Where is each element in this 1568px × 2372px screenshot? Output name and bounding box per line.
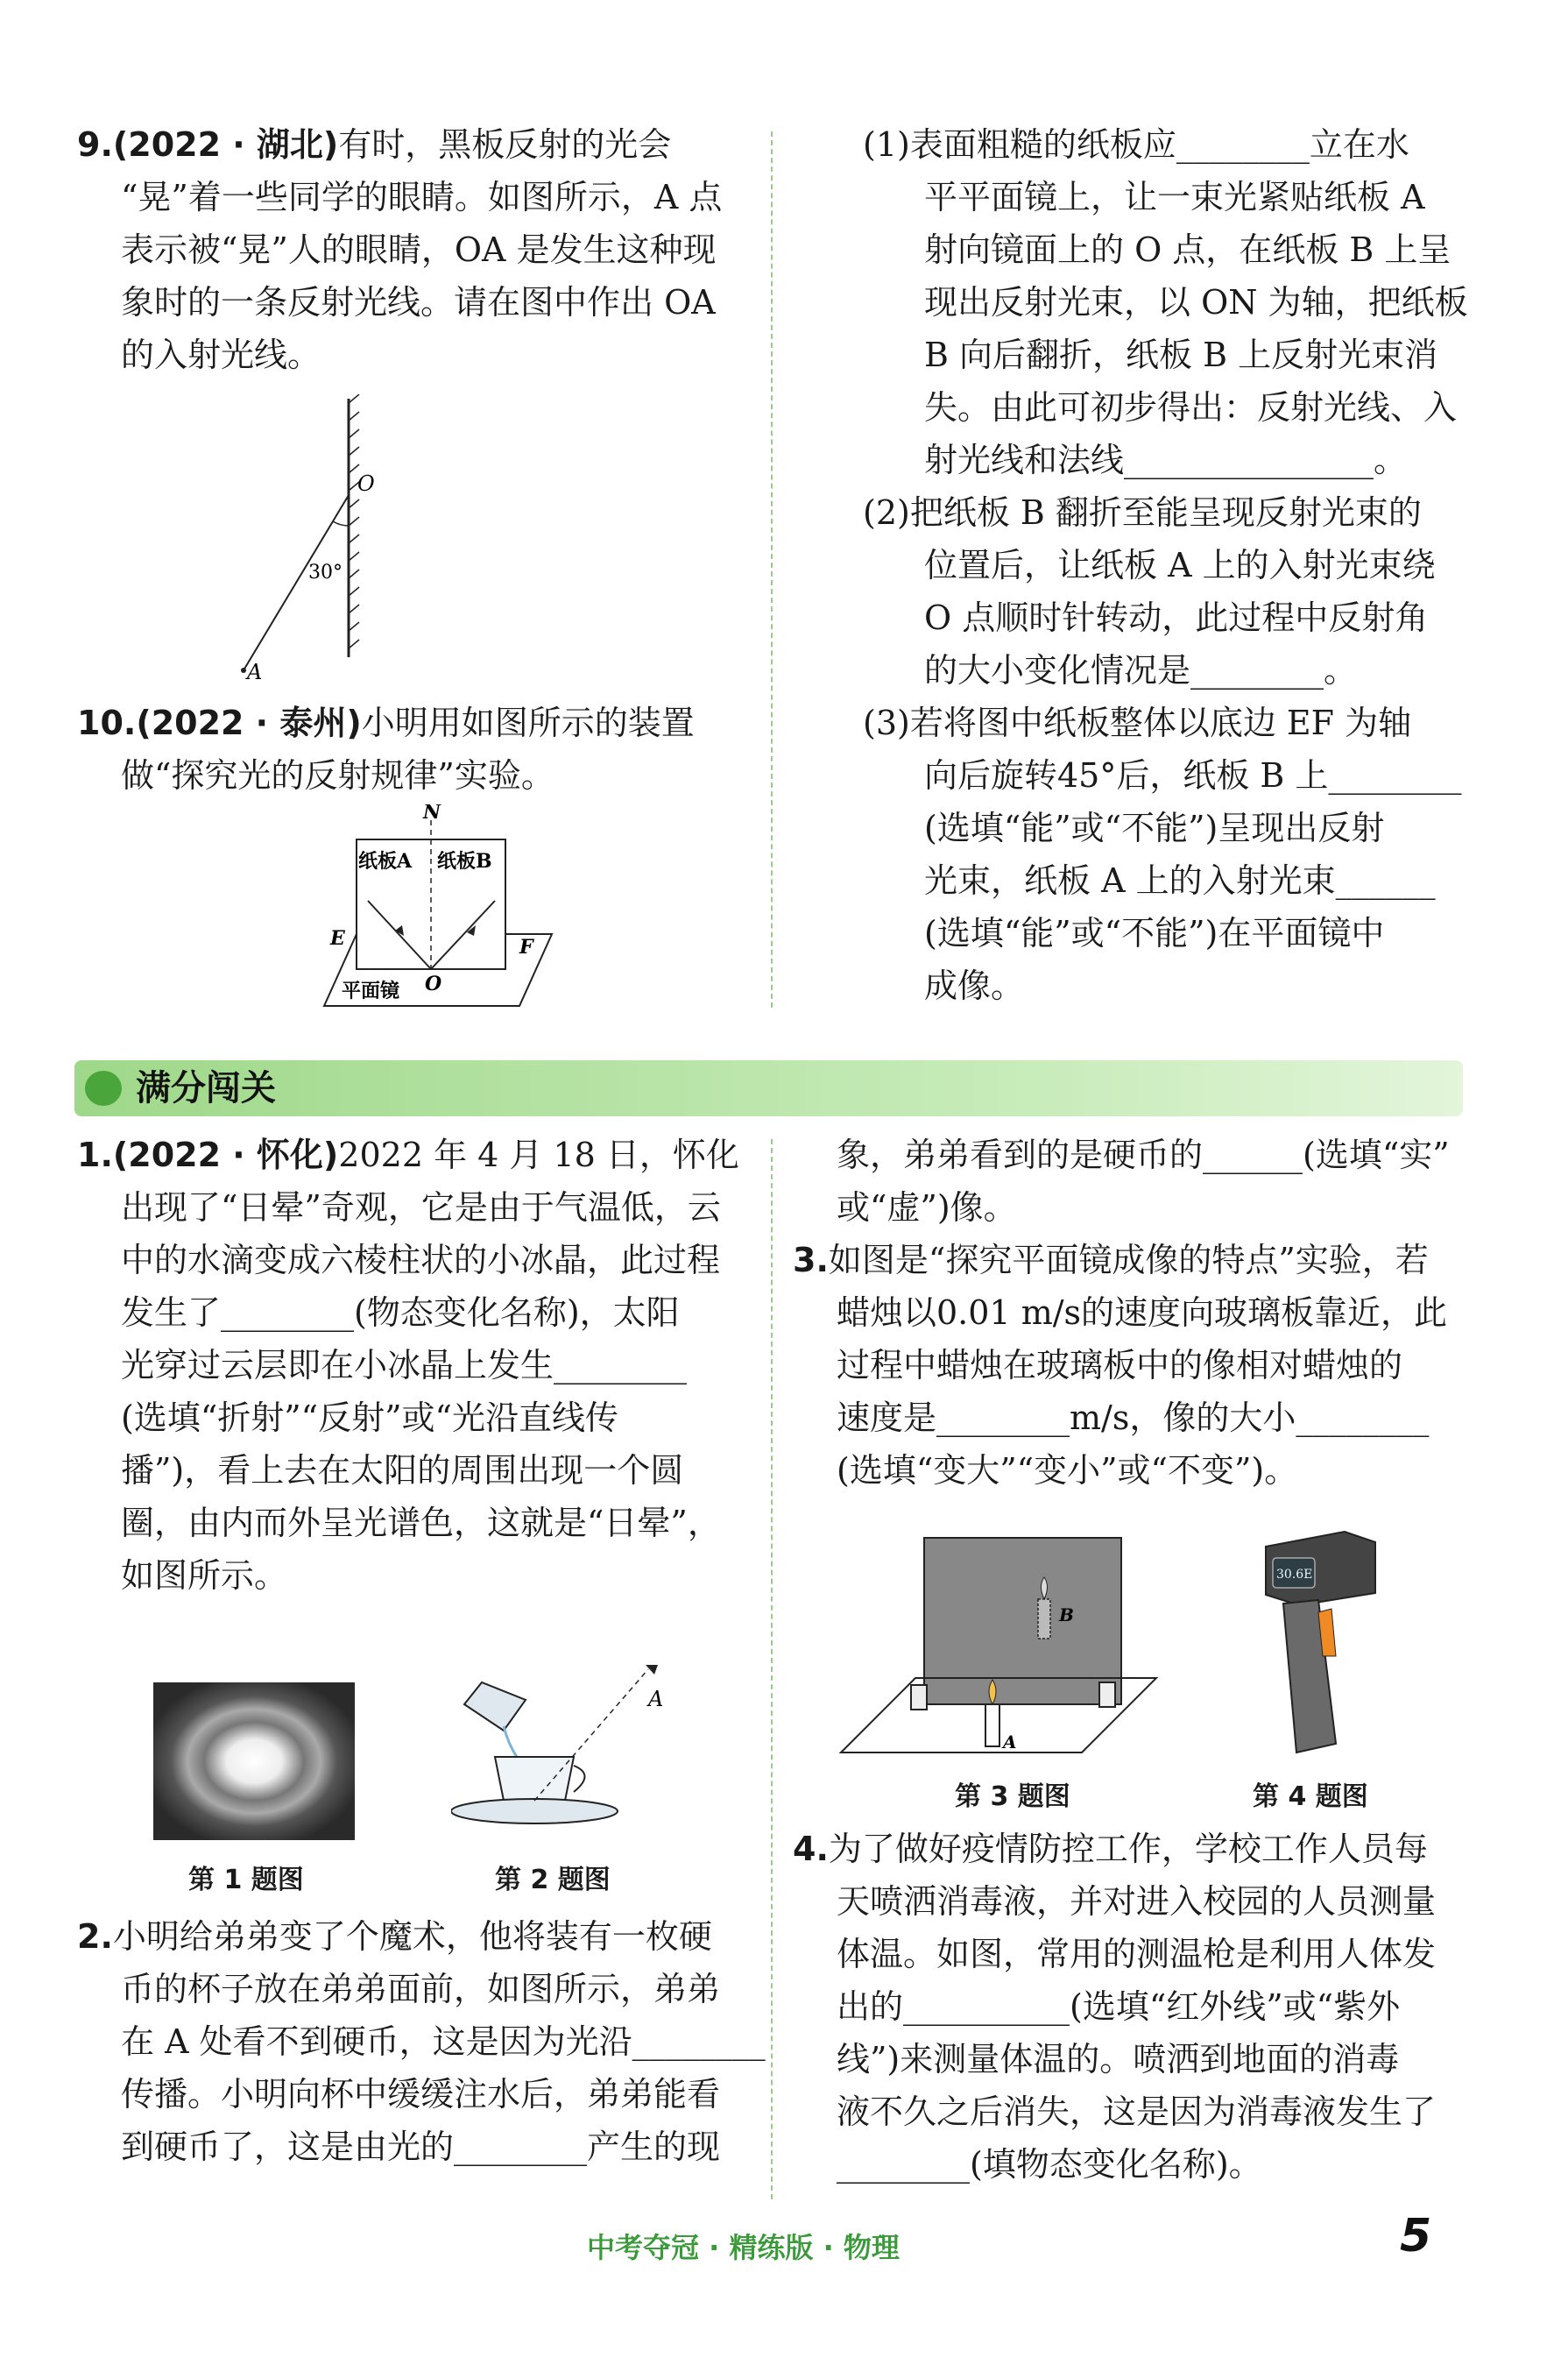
q10-sub-line: 现出反射光束，以 ON 为轴，把纸板 [924, 283, 1468, 322]
s1-line: 发生了________(物态变化名称)，太阳 [121, 1293, 680, 1332]
halo-photo [153, 1682, 355, 1840]
s3-line: 过程中蜡烛在玻璃板中的像相对蜡烛的 [837, 1346, 1403, 1384]
s3-line: 3.如图是“探究平面镜成像的特点”实验，若 [793, 1241, 1429, 1279]
label-n: N [423, 804, 441, 824]
q10-sub-line: 的大小变化情况是________。 [924, 651, 1358, 690]
caption-fig4: 第 4 题图 [1253, 1781, 1368, 1812]
s1-line: 中的水滴变成六棱柱状的小冰晶，此过程 [121, 1241, 721, 1279]
s2-line: 在 A 处看不到硬币，这是因为光沿________ [121, 2022, 766, 2061]
s3-line: 速度是________m/s，像的大小________ [837, 1398, 1430, 1437]
s2-line: 2.小明给弟弟变了个魔术，他将装有一枚硬 [77, 1917, 712, 1956]
column-divider-bottom [771, 1139, 773, 2199]
q10-sub-line: 向后旋转45°后，纸板 B 上________ [924, 756, 1462, 795]
s2-block [77, 1910, 766, 2173]
s4-block [793, 1823, 1476, 2191]
s2-number: 2. [77, 1917, 113, 1956]
s4-line: 出的__________(选填“红外线”或“紫外 [837, 1987, 1401, 2026]
section-title: 满分闯关 [136, 1068, 276, 1108]
q10-sub-line: (1)表面粗糙的纸板应________立在水 [863, 125, 1409, 164]
q10-sub-line: O 点顺时针转动，此过程中反射角 [924, 598, 1429, 637]
q10-block [77, 697, 743, 802]
s4-number: 4. [793, 1830, 829, 1868]
q9-line-0: 9.(2022 · 湖北)有时，黑板反射的光会 [77, 125, 672, 164]
footer-title: 中考夺冠 · 精练版 · 物理 [587, 2231, 900, 2264]
q10-line-0: 10.(2022 · 泰州)小明用如图所示的装置 [77, 704, 695, 742]
q10-figure [320, 804, 583, 1015]
label-o10: O [425, 973, 442, 995]
s4-line: 4.为了做好疫情防控工作，学校工作人员每 [793, 1830, 1428, 1868]
q10-sub-line: 射向镜面上的 O 点，在纸板 B 上呈 [924, 230, 1451, 269]
label-o: O [357, 471, 375, 496]
s3-number: 3. [793, 1241, 829, 1279]
q10-sub-line: (2)把纸板 B 翻折至能呈现反射光束的 [863, 493, 1422, 532]
cup-figure [451, 1660, 670, 1840]
q10-sub-line: (选填“能”或“不能”)呈现出反射 [924, 809, 1385, 847]
gun-display: 30.6E [1276, 1568, 1313, 1582]
s4-line: 天喷洒消毒液，并对进入校园的人员测量 [837, 1882, 1437, 1921]
q9-line-1: “晃”着一些同学的眼睛。如图所示，A 点 [121, 178, 723, 216]
s3-line: (选填“变大”“变小”或“不变”)。 [837, 1451, 1298, 1490]
s1-number: 1. [77, 1136, 113, 1174]
s1-source: (2022 · 怀化) [112, 1136, 339, 1174]
s2-continued [837, 1129, 1476, 1234]
section-banner [74, 1060, 1463, 1116]
s4-line: 线”)来测量体温的。喷洒到地面的消毒 [837, 2040, 1400, 2078]
s4-line: 体温。如图，常用的测温枪是利用人体发 [837, 1935, 1437, 1973]
caption-fig3: 第 3 题图 [955, 1781, 1070, 1812]
s4-line: ________(填物态变化名称)。 [837, 2145, 1262, 2184]
q9-number: 9. [77, 125, 113, 164]
label-e: E [330, 927, 345, 950]
q9-source: (2022 · 湖北) [112, 125, 339, 164]
s1-line: 如图所示。 [121, 1556, 288, 1595]
q9-line-4: 的入射光线。 [121, 336, 321, 374]
book-icon [85, 1071, 122, 1106]
q10-source: (2022 · 泰州) [136, 704, 362, 742]
q9-block [77, 118, 743, 381]
s1-line: 光穿过云层即在小冰晶上发生________ [121, 1346, 688, 1384]
s2-line: 传播。小明向杯中缓缓注水后，弟弟能看 [121, 2075, 721, 2114]
s4-line: 液不久之后消失，这是因为消毒液发生了 [837, 2092, 1437, 2131]
q10-sub-line: B 向后翻折，纸板 B 上反射光束消 [924, 336, 1438, 374]
label-f: F [519, 936, 533, 959]
s2-cont-line: 象，弟弟看到的是硬币的______(选填“实” [837, 1136, 1450, 1174]
label-a: A [247, 660, 263, 683]
q10-line-1: 做“探究光的反射规律”实验。 [121, 756, 554, 795]
mirror-label: 平面镜 [342, 980, 400, 1002]
q10-sub-line: 位置后，让纸板 A 上的入射光束绕 [924, 546, 1436, 584]
q10-subquestions [863, 118, 1476, 1012]
mirror-experiment-figure [837, 1529, 1169, 1766]
s1-line: 1.(2022 · 怀化)2022 年 4 月 18 日，怀化 [77, 1136, 739, 1174]
s1-line: 播”)，看上去在太阳的周围出现一个圆 [121, 1451, 684, 1490]
q9-line-3: 象时的一条反射光线。请在图中作出 OA [121, 283, 716, 322]
fig3-label-b: B [1059, 1604, 1074, 1625]
s2-cont-line: 或“虚”)像。 [837, 1188, 1017, 1227]
q10-sub-line: 光束，纸板 A 上的入射光束______ [924, 861, 1436, 900]
page-number: 5 [1400, 2210, 1432, 2262]
s1-line: 圈，由内而外呈光谱色，这就是“日晕”， [121, 1504, 721, 1542]
q10-sub-line: 失。由此可初步得出：反射光线、入 [924, 388, 1458, 427]
s1-block [77, 1129, 752, 1602]
s2-line: 到硬币了，这是由光的________产生的现 [121, 2128, 721, 2166]
q10-sub-line: (3)若将图中纸板整体以底边 EF 为轴 [863, 704, 1412, 742]
s1-line: (选填“折射”“反射”或“光沿直线传 [121, 1398, 618, 1437]
q9-line-2: 表示被“晃”人的眼睛，OA 是发生这种现 [121, 230, 717, 269]
fig2-label-a: A [648, 1687, 664, 1711]
s3-line: 蜡烛以0.01 m/s的速度向玻璃板靠近，此 [837, 1293, 1448, 1332]
q9-figure [219, 394, 412, 683]
angle-label: 30° [308, 562, 343, 584]
caption-fig2: 第 2 题图 [495, 1865, 611, 1895]
q10-sub-line: 平平面镜上，让一束光紧贴纸板 A [924, 178, 1425, 216]
q10-sub-line: (选填“能”或“不能”)在平面镜中 [924, 914, 1385, 952]
board-a-label: 纸板A [358, 850, 413, 873]
fig3-label-a: A [1003, 1731, 1017, 1752]
q10-sub-line: 成像。 [924, 967, 1025, 1005]
thermometer-gun-figure [1248, 1525, 1388, 1761]
caption-fig1: 第 1 题图 [188, 1865, 304, 1895]
q10-sub-line: 射光线和法线_______________。 [924, 441, 1408, 479]
s3-block [793, 1234, 1476, 1497]
q10-number: 10. [77, 704, 137, 742]
board-b-label: 纸板B [437, 850, 492, 873]
s2-line: 币的杯子放在弟弟面前，如图所示，弟弟 [121, 1970, 721, 2008]
column-divider-top [771, 131, 773, 1008]
s1-line: 出现了“日晕”奇观，它是由于气温低，云 [121, 1188, 721, 1227]
